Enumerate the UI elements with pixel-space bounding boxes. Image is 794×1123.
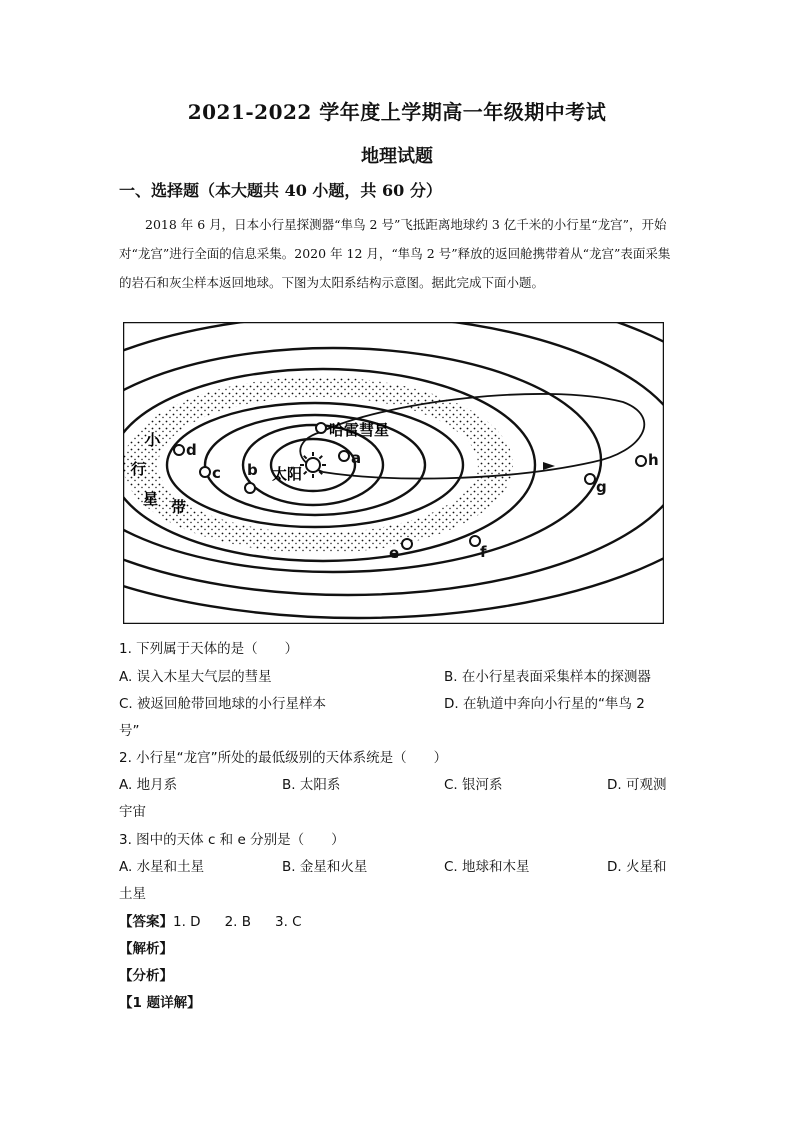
planet-h-label: h [648, 451, 659, 469]
planet-a-marker [339, 451, 349, 461]
question-3-option-c[interactable]: C. 地球和木星 [444, 859, 530, 875]
question-1-option-a[interactable]: A. 误入木星大气层的彗星 [119, 669, 272, 685]
belt-label-char-1: 小 [145, 431, 161, 449]
question-3-option-a[interactable]: A. 水星和土星 [119, 859, 205, 875]
question-2-option-c[interactable]: C. 银河系 [444, 777, 503, 793]
belt-label-char-2: 行 [131, 460, 147, 478]
planet-d-label: d [186, 441, 197, 459]
exam-title: 2021-2022 学年度上学期高一年级期中考试 [187, 100, 607, 124]
intro-paragraph: 2018 年 6 月，日本小行星探测器“隼鸟 2 号”飞抵距离地球约 3 亿千米的小行星“龙宫”，开始对“龙宫”进行全面的信息采集。2020 年 12 月，“隼鸟 2 号”释放的返回舱携带着从“龙宫”表面采集的岩石和灰尘样本返回地球。下图为太阳系结构示意图。据此完成下面小题。 [119, 217, 671, 290]
question-1-option-b[interactable]: B. 在小行星表面采集样本的探测器 [444, 669, 651, 685]
detail-heading: 【1 题详解】 [119, 995, 201, 1011]
question-3-stem: 3. 图中的天体 c 和 e 分别是（ ） [119, 832, 345, 848]
sun-icon [300, 452, 326, 478]
question-3-option-d-continued: 土星 [119, 886, 146, 902]
comet-label: 哈雷彗星 [329, 421, 390, 439]
planet-a-label: a [351, 449, 362, 467]
question-1-option-c[interactable]: C. 被返回舱带回地球的小行星样本 [119, 696, 327, 712]
question-2-option-b[interactable]: B. 太阳系 [282, 777, 341, 793]
question-3-option-d[interactable]: D. 火星和 [607, 859, 667, 875]
question-2-stem: 2. 小行星“龙宫”所处的最低级别的天体系统是（ ） [119, 750, 448, 766]
planet-c-marker [200, 467, 210, 477]
solar-system-diagram [123, 322, 664, 624]
comet-marker [316, 423, 326, 433]
planet-g-label: g [596, 478, 607, 496]
question-1-stem: 1. 下列属于天体的是（ ） [119, 641, 299, 657]
question-1-option-d[interactable]: D. 在轨道中奔向小行星的“隼鸟 2 [444, 696, 645, 712]
question-2-option-d[interactable]: D. 可观测 [607, 777, 667, 793]
planet-b-marker [245, 483, 255, 493]
answer-1: 1. D [173, 914, 201, 930]
belt-label-char-3: 星 [143, 490, 159, 508]
belt-label-char-4: 带 [171, 498, 187, 516]
answer-label: 【答案】 [119, 914, 173, 930]
planet-h-marker [636, 456, 646, 466]
planet-f-label: f [480, 543, 487, 561]
planet-c-label: c [212, 464, 221, 482]
answer-line [119, 910, 302, 930]
jiexi-heading: 【解析】 [119, 941, 173, 957]
planet-d-marker [174, 445, 184, 455]
planet-f-marker [470, 536, 480, 546]
planet-g-marker [585, 474, 595, 484]
fenxi-heading: 【分析】 [119, 968, 173, 984]
planet-e-label: e [389, 544, 400, 562]
answer-3: 3. C [275, 914, 302, 930]
question-2-option-a[interactable]: A. 地月系 [119, 777, 178, 793]
answer-2: 2. B [224, 914, 252, 930]
sun-label: 太阳 [272, 465, 303, 483]
question-3-option-b[interactable]: B. 金星和火星 [282, 859, 368, 875]
section-heading: 一、选择题（本大题共 40 小题，共 60 分） [119, 181, 442, 200]
planet-e-marker [402, 539, 412, 549]
question-2-option-d-continued: 宇宙 [119, 804, 146, 820]
subject-title: 地理试题 [361, 146, 433, 167]
planet-b-label: b [247, 461, 258, 479]
question-1-option-d-continued: 号” [119, 723, 140, 739]
